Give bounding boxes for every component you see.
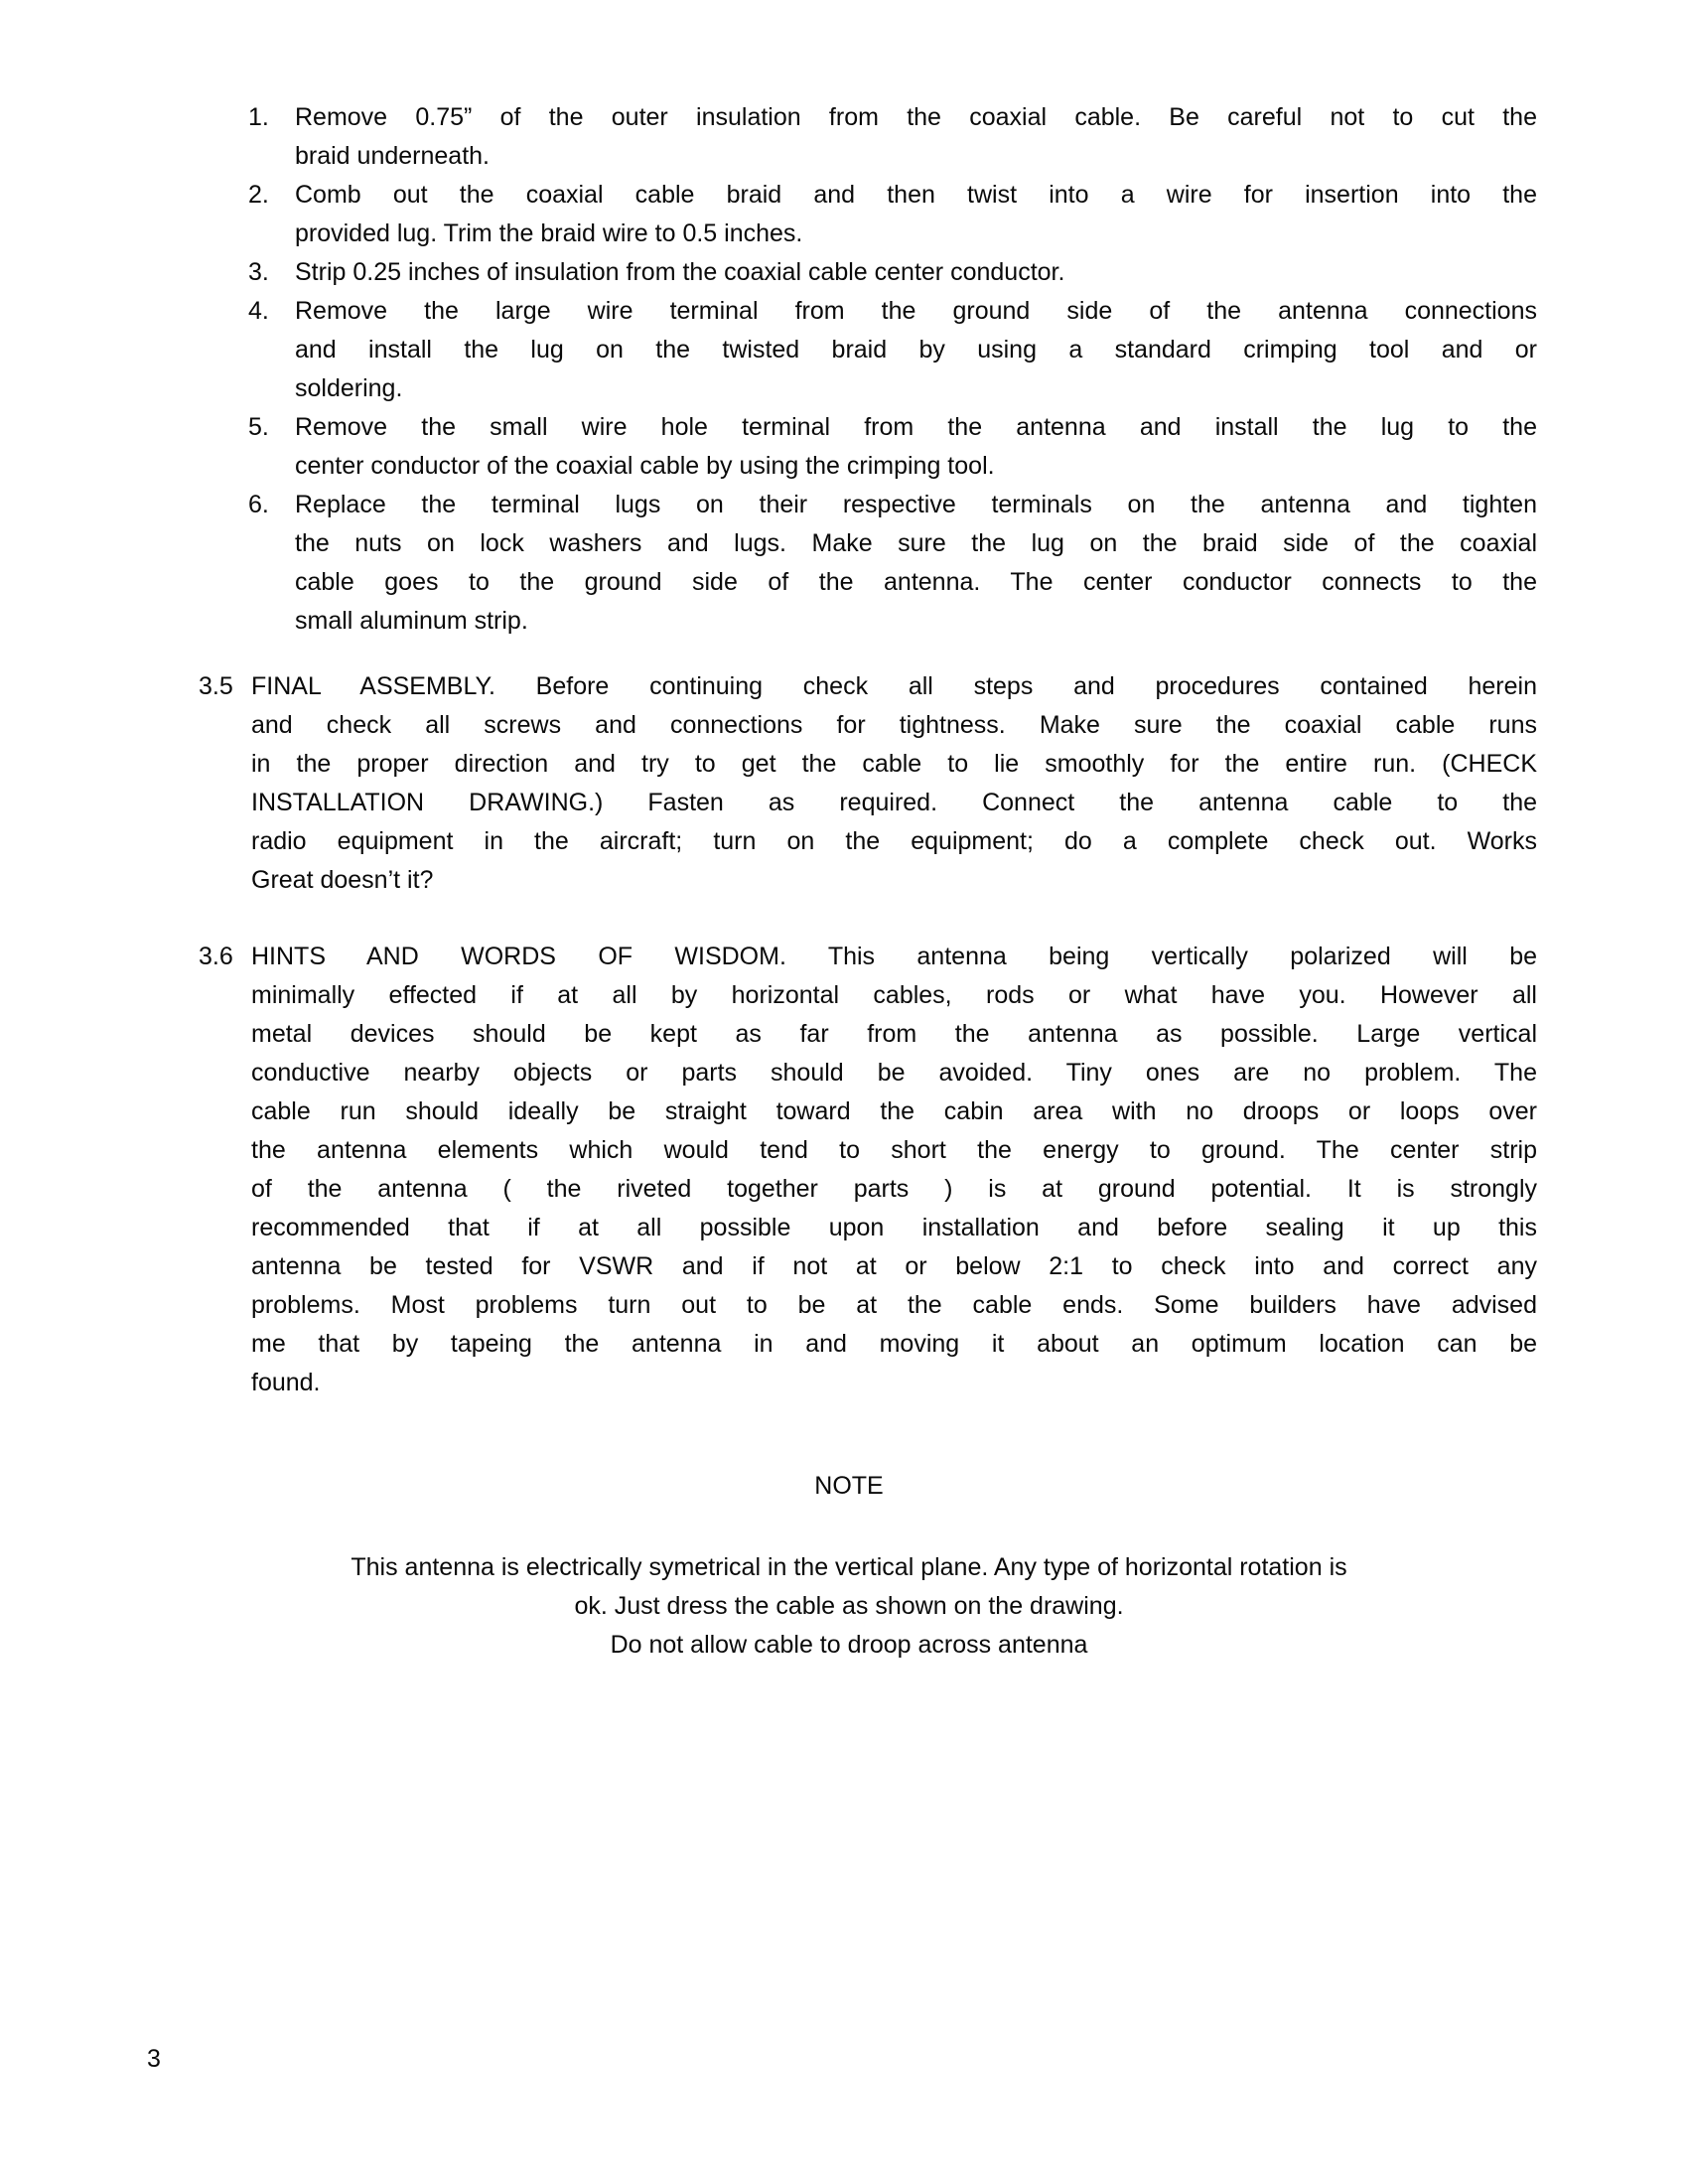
step-number: 2. (248, 181, 269, 209)
section-line: minimally effected if at all by horizontal cables, rods or what have you. However all (251, 981, 1537, 1009)
section-line: metal devices should be kept as far from the antenna as possible. Large vertical (251, 1020, 1537, 1048)
section-line: FINAL ASSEMBLY. Before continuing check all steps and procedures contained herein (251, 672, 1537, 700)
page-number: 3 (147, 2045, 161, 2073)
section-line: and check all screws and connections for tightness. Make sure the coaxial cable runs (251, 711, 1537, 739)
step-line: small aluminum strip. (295, 607, 528, 635)
step-item-3 (248, 253, 1537, 292)
step-number: 5. (248, 413, 269, 441)
note-heading: NOTE (814, 1472, 884, 1500)
note-line: ok. Just dress the cable as shown on the drawing. (574, 1592, 1124, 1620)
section-line: problems. Most problems turn out to be at the cable ends. Some builders have advised (251, 1291, 1537, 1319)
step-item-4 (248, 292, 1537, 408)
step-line: Strip 0.25 inches of insulation from the coaxial cable center conductor. (295, 258, 1065, 286)
step-number: 6. (248, 491, 269, 518)
step-line: cable goes to the ground side of the antenna. The center conductor connects to the (295, 568, 1537, 596)
step-line: the nuts on lock washers and lugs. Make sure the lug on the braid side of the coaxial (295, 529, 1537, 557)
step-line: soldering. (295, 374, 403, 402)
step-line: and install the lug on the twisted braid by using a standard crimping tool and or (295, 336, 1537, 364)
step-line: braid underneath. (295, 142, 490, 170)
step-number: 3. (248, 258, 269, 286)
step-line: Remove 0.75” of the outer insulation from the coaxial cable. Be careful not to cut the (295, 103, 1537, 131)
step-line: Remove the large wire terminal from the ground side of the antenna connections (295, 297, 1537, 325)
section-line: found. (251, 1369, 321, 1396)
section-number: 3.5 (199, 672, 233, 700)
step-item-5 (248, 408, 1537, 486)
step-number: 4. (248, 297, 269, 325)
section-line: recommended that if at all possible upon installation and before sealing it up this (251, 1214, 1537, 1241)
section-line: INSTALLATION DRAWING.) Fasten as required. Connect the antenna cable to the (251, 789, 1537, 816)
note-line: Do not allow cable to droop across antenna (610, 1631, 1088, 1659)
assembly-steps-list (248, 98, 1537, 641)
step-line: Comb out the coaxial cable braid and then twist into a wire for insertion into the (295, 181, 1537, 209)
section-line: cable run should ideally be straight toward the cabin area with no droops or loops over (251, 1097, 1537, 1125)
section-line: Great doesn’t it? (251, 866, 434, 894)
section-line: of the antenna ( the riveted together parts ) is at ground potential. It is strongly (251, 1175, 1537, 1203)
section-line: me that by tapeing the antenna in and moving it about an optimum location can be (251, 1330, 1537, 1358)
step-item-1 (248, 98, 1537, 176)
section-line: the antenna elements which would tend to short the energy to ground. The center strip (251, 1136, 1537, 1164)
step-number: 1. (248, 103, 269, 131)
step-item-6 (248, 486, 1537, 641)
step-line: Replace the terminal lugs on their respective terminals on the antenna and tighten (295, 491, 1537, 518)
section-3-6-hints (199, 938, 1537, 1402)
step-line: Remove the small wire hole terminal from the antenna and install the lug to the (295, 413, 1537, 441)
section-line: radio equipment in the aircraft; turn on the equipment; do a complete check out. Works (251, 827, 1537, 855)
section-line: antenna be tested for VSWR and if not at or below 2:1 to check into and correct any (251, 1252, 1537, 1280)
section-3-5-final-assembly (199, 667, 1537, 900)
section-line: conductive nearby objects or parts should be avoided. Tiny ones are no problem. The (251, 1059, 1537, 1087)
step-line: center conductor of the coaxial cable by using the crimping tool. (295, 452, 995, 480)
section-line: HINTS AND WORDS OF WISDOM. This antenna being vertically polarized will be (251, 943, 1537, 970)
section-number: 3.6 (199, 943, 233, 970)
note-paragraph (159, 1548, 1539, 1665)
section-line: in the proper direction and try to get the cable to lie smoothly for the entire run. (CHECK (251, 750, 1537, 778)
step-item-2 (248, 176, 1537, 253)
step-line: provided lug. Trim the braid wire to 0.5 inches. (295, 219, 803, 247)
note-line: This antenna is electrically symetrical in the vertical plane. Any type of horizontal rotation is (351, 1553, 1347, 1581)
